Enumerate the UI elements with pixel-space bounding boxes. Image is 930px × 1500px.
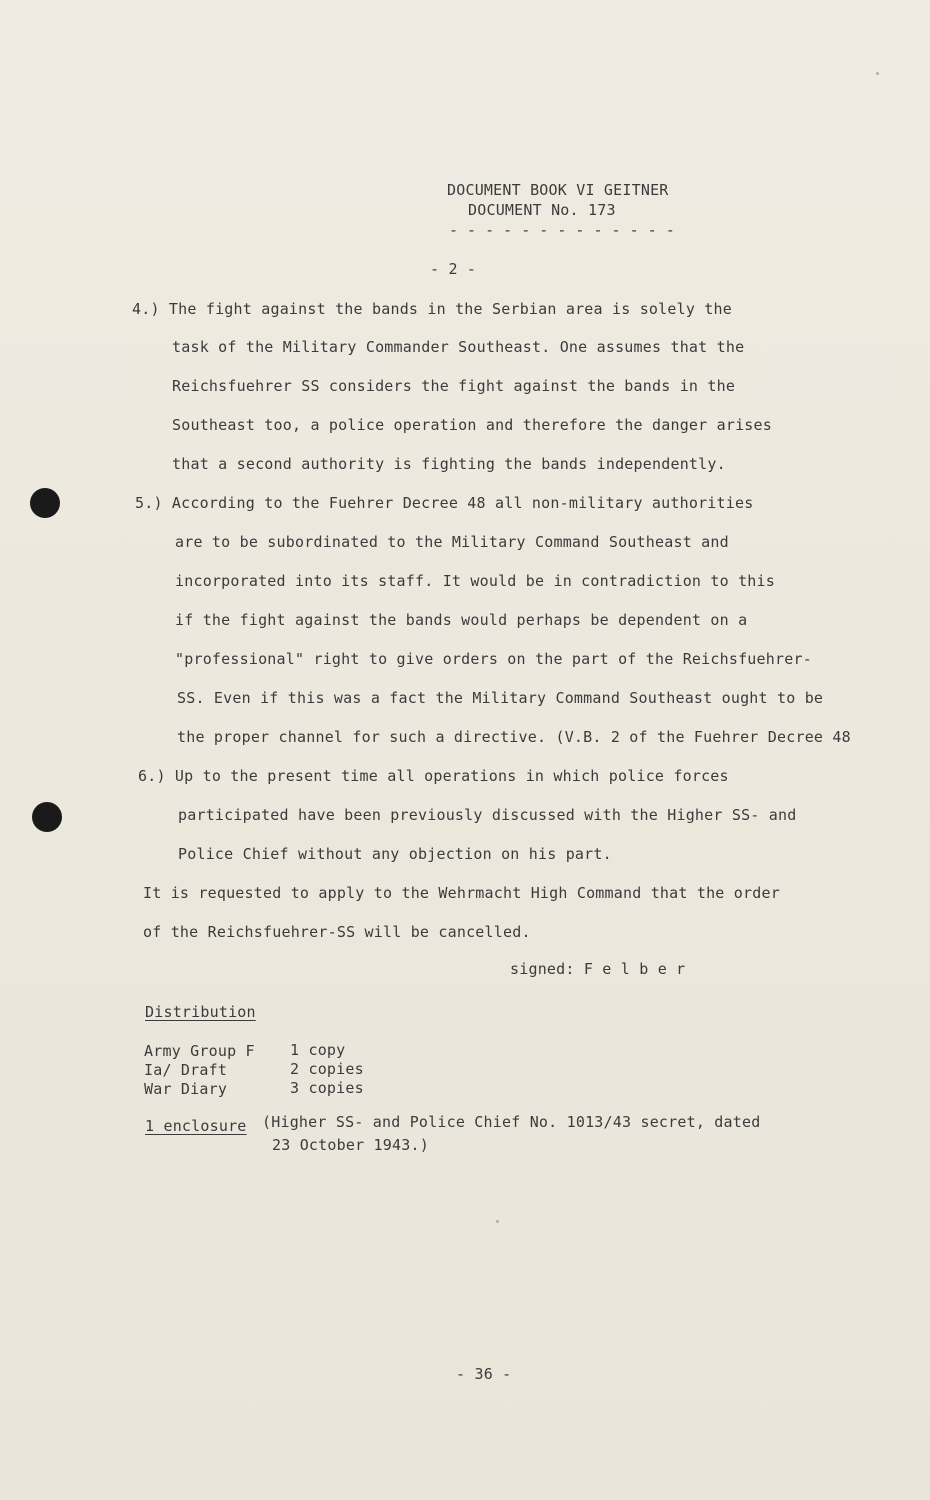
paragraph-line: 5.) According to the Fuehrer Decree 48 all non-military authorities bbox=[135, 494, 754, 512]
paragraph-line: are to be subordinated to the Military Command Southeast and bbox=[175, 533, 729, 551]
paragraph-line: task of the Military Commander Southeast. One assumes that the bbox=[172, 338, 745, 356]
paragraph-line: 4.) The fight against the bands in the Serbian area is solely the bbox=[132, 300, 732, 318]
distribution-copies: 3 copies bbox=[290, 1079, 364, 1097]
header-document-book: DOCUMENT BOOK VI GEITNER bbox=[447, 181, 669, 199]
request-line: of the Reichsfuehrer-SS will be cancelled. bbox=[143, 923, 531, 941]
header-document-number: DOCUMENT No. 173 bbox=[468, 201, 616, 219]
footer-page-number: - 36 - bbox=[456, 1365, 512, 1383]
paragraph-line: Police Chief without any objection on his part. bbox=[178, 845, 612, 863]
paragraph-line: if the fight against the bands would perhaps be dependent on a bbox=[175, 611, 748, 629]
enclosure-label: 1 enclosure bbox=[145, 1117, 247, 1135]
distribution-copies: 1 copy bbox=[290, 1041, 346, 1059]
page-marker: - 2 - bbox=[430, 260, 477, 278]
paragraph-line: SS. Even if this was a fact the Military Command Southeast ought to be bbox=[177, 689, 824, 707]
punch-hole-top bbox=[30, 488, 60, 518]
paragraph-line: that a second authority is fighting the bands independently. bbox=[172, 455, 726, 473]
distribution-copies: 2 copies bbox=[290, 1060, 364, 1078]
enclosure-description: (Higher SS- and Police Chief No. 1013/43 secret, dated bbox=[262, 1113, 761, 1131]
paragraph-line: Reichsfuehrer SS considers the fight against the bands in the bbox=[172, 377, 736, 395]
distribution-recipient: Ia/ Draft bbox=[144, 1061, 228, 1079]
request-line: It is requested to apply to the Wehrmacht High Command that the order bbox=[143, 884, 780, 902]
paper-speck bbox=[496, 1220, 499, 1223]
header-rule: - - - - - - - - - - - - - bbox=[449, 221, 675, 239]
signature: signed: F e l b e r bbox=[510, 960, 686, 978]
paper-speck bbox=[876, 72, 879, 75]
distribution-recipient: War Diary bbox=[144, 1080, 228, 1098]
distribution-recipient: Army Group F bbox=[144, 1042, 255, 1060]
paragraph-line: the proper channel for such a directive. (V.B. 2 of the Fuehrer Decree 48 bbox=[177, 728, 851, 746]
paragraph-line: participated have been previously discussed with the Higher SS- and bbox=[178, 806, 797, 824]
paragraph-line: incorporated into its staff. It would be in contradiction to this bbox=[175, 572, 775, 590]
paragraph-line: Southeast too, a police operation and therefore the danger arises bbox=[172, 416, 772, 434]
punch-hole-bottom bbox=[32, 802, 62, 832]
enclosure-date: 23 October 1943.) bbox=[272, 1136, 429, 1154]
paragraph-line: 6.) Up to the present time all operations in which police forces bbox=[138, 767, 729, 785]
distribution-title: Distribution bbox=[145, 1003, 256, 1021]
paragraph-line: "professional" right to give orders on the part of the Reichsfuehrer- bbox=[175, 650, 812, 668]
